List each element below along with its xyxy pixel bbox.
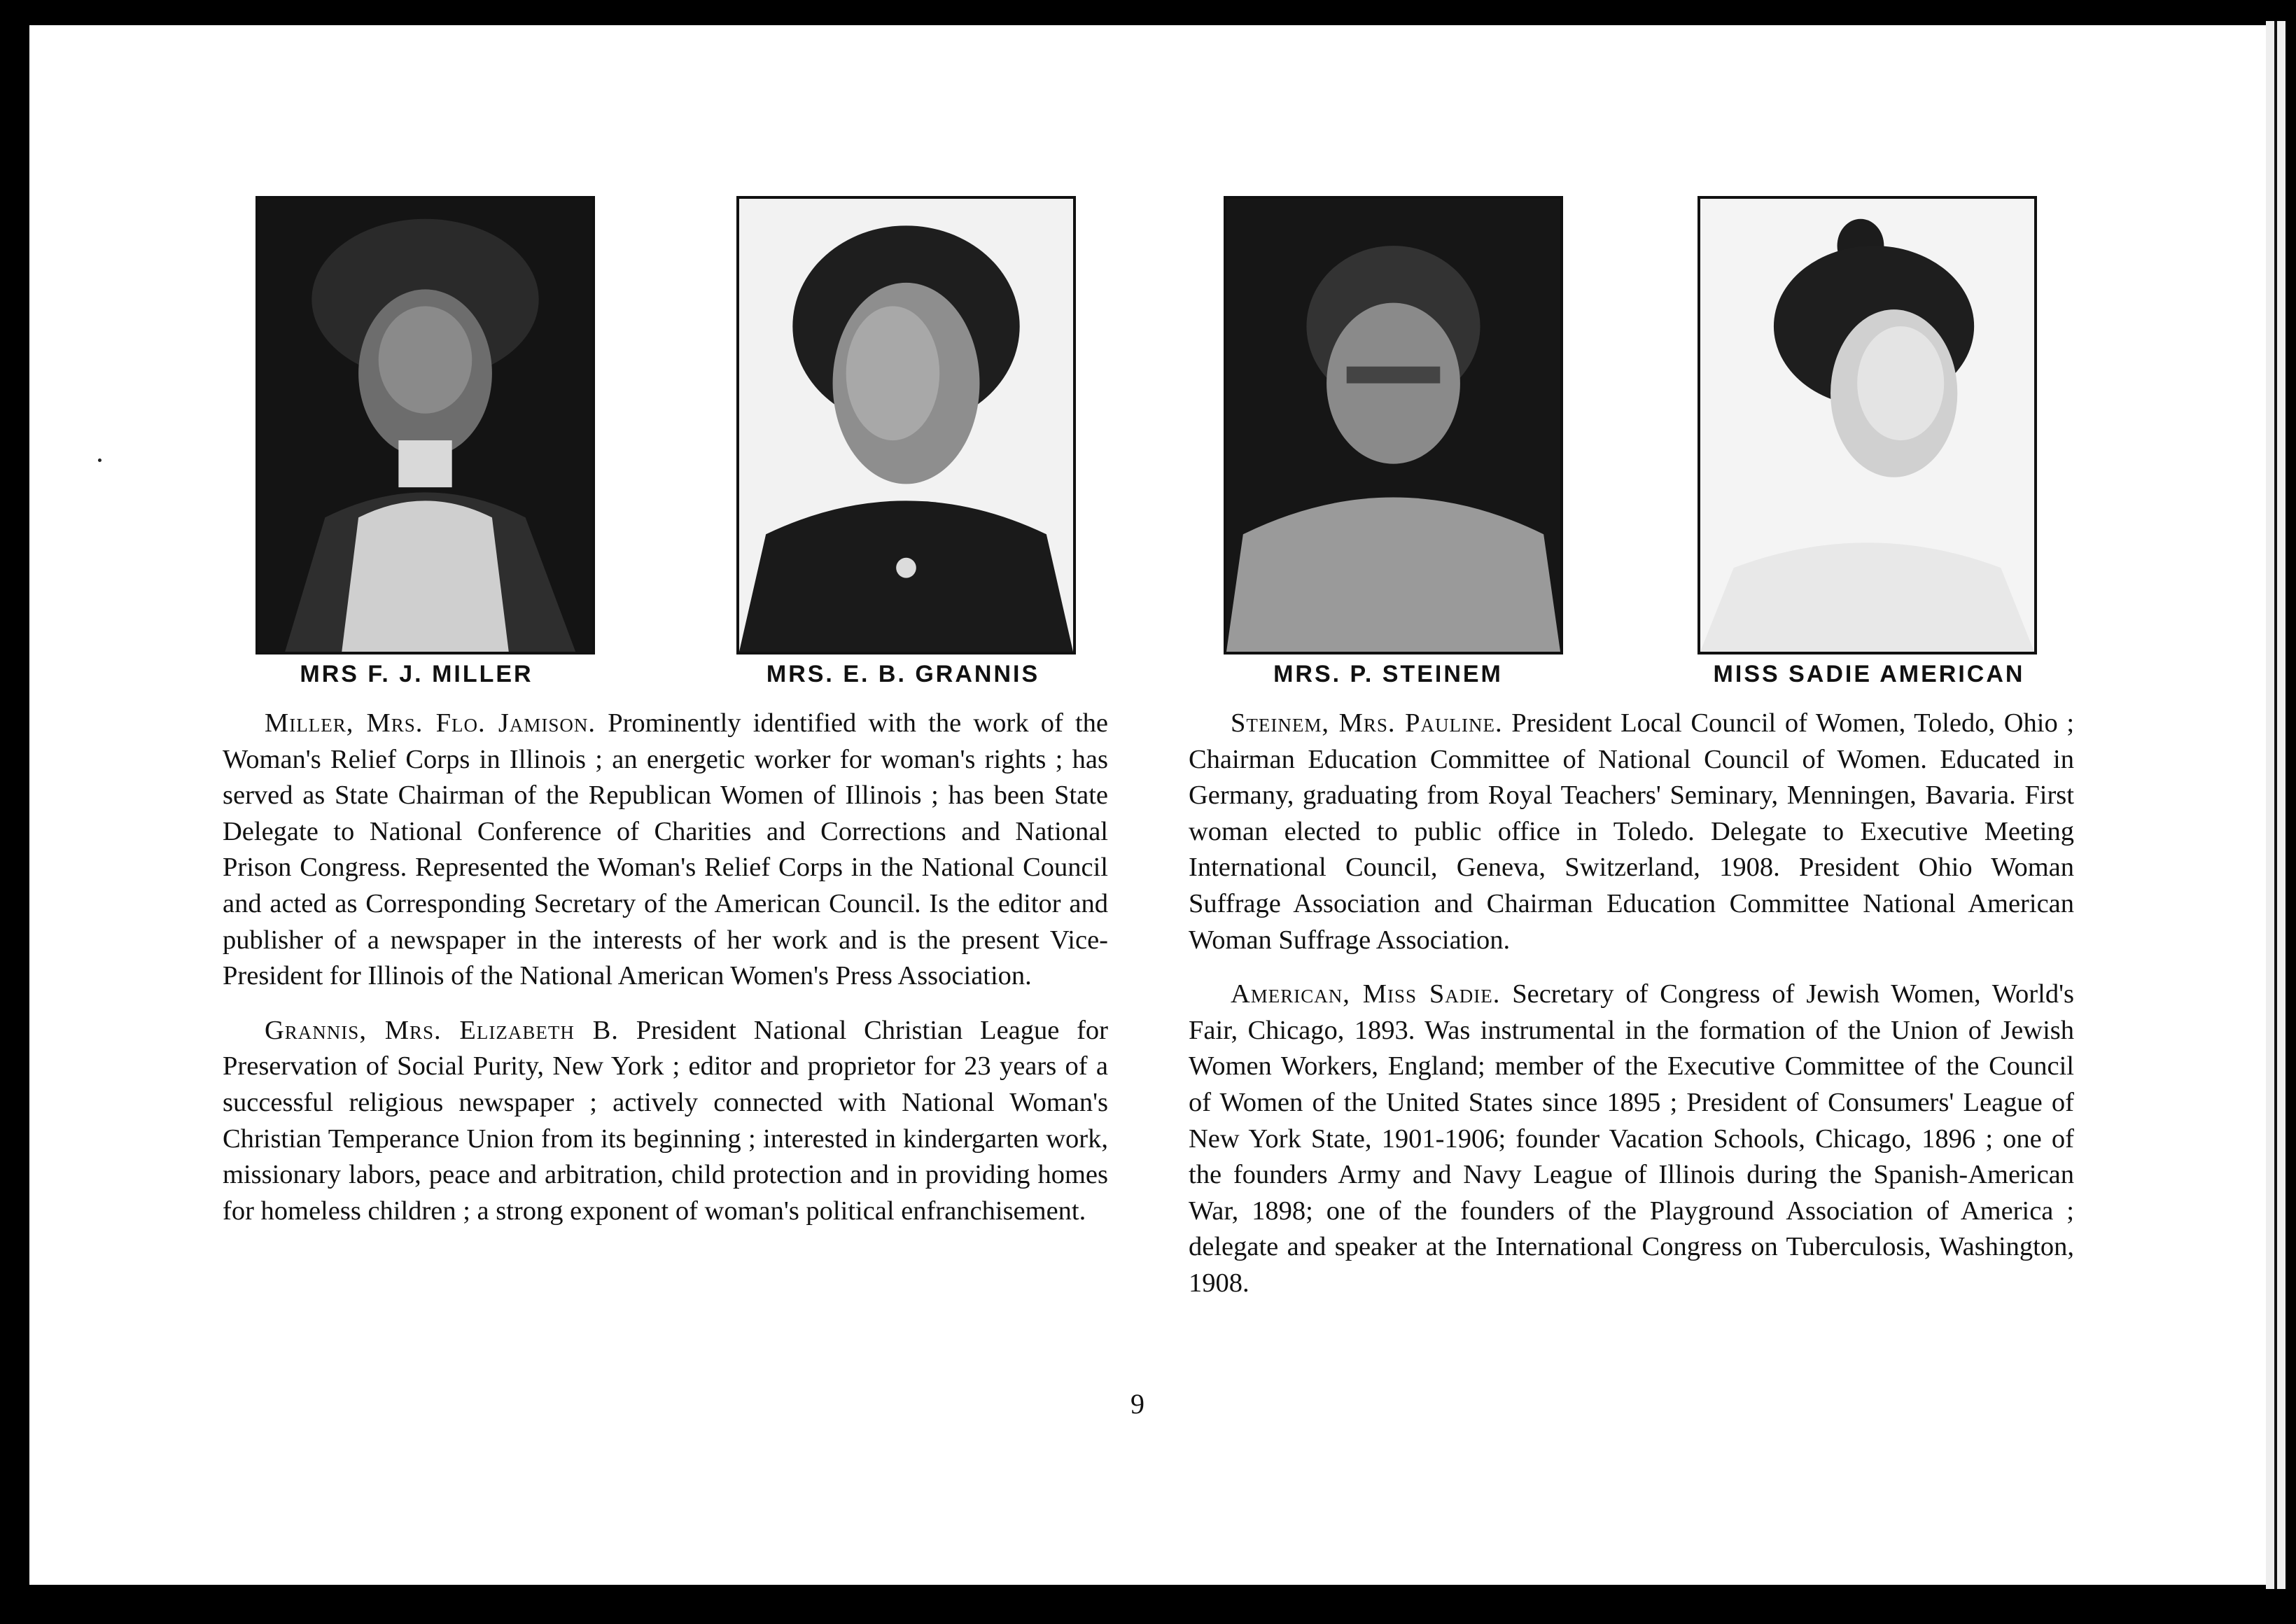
bio-steinem	[1189, 706, 2074, 958]
page-number: 9	[1130, 1388, 1144, 1420]
left-column	[223, 706, 1108, 1247]
portrait-american-image	[1700, 199, 2034, 652]
bio-miller-text: Prominently identified with the work of the Woman's Relief Corps in Illinois ; an energetic worker for woman's rights ; has served as State Chairman of the Republican Women of Illinois ; has been State Delegate to National Conference of Charities and Corrections and National Prison Congress. Represented the Woman's Relief Corps in the National Council and acted as Corresponding Secretary of the American Council. Is the editor and publisher of a newspaper in the interests of her work and is the present Vice-President for Illinois of the National American Women's Press Association.	[223, 708, 1108, 991]
portrait-steinem-image	[1226, 199, 1560, 652]
bio-american-name: American, Miss Sadie.	[1231, 979, 1501, 1009]
bio-miller-name: Miller, Mrs. Flo. Jamison.	[265, 708, 596, 738]
bio-grannis-text: President National Christian League for Preservation of Social Purity, New York ; editor and proprietor for 23 years of a successful religious newspaper ; actively connected with National Woman's Christian Temperance Union from its beginning ; interested in kindergarten work, missionary labors, peace and arbitration, child protection and in providing homes for homeless children ; a strong exponent of woman's political enfranchisement.	[223, 1015, 1108, 1226]
portrait-miller	[255, 196, 595, 654]
bio-steinem-name: Steinem, Mrs. Pauline.	[1231, 708, 1503, 738]
portrait-american	[1698, 196, 2037, 654]
portrait-miller-image	[258, 199, 592, 652]
right-column	[1189, 706, 2074, 1320]
caption-grannis: MRS. E. B. GRANNIS	[766, 661, 1040, 687]
portrait-grannis-image	[739, 199, 1073, 652]
page-edge	[2266, 21, 2286, 1589]
bio-steinem-text: President Local Council of Women, Toledo, Ohio ; Chairman Education Committee of National Council of Women. Educated in Germany, graduating from Royal Teachers' Seminary, Menningen, Bavaria. First woman elected to public office in Toledo. Delegate to Executive Meeting International Council, Geneva, Switzerland, 1908. President Ohio Woman Suffrage Association and Chairman Education Committee National American Woman Suffrage Association.	[1189, 708, 2075, 955]
bio-grannis	[223, 1013, 1108, 1230]
bio-american	[1189, 976, 2074, 1301]
bio-american-text: Secretary of Congress of Jewish Women, World's Fair, Chicago, 1893. Was instrumental in the formation of the Union of Jewish Women Workers, England; member of the Executive Committee of the Council of Women of the United States since 1895 ; President of Consumers' League of New York State, 1901-1906; founder Vacation Schools, Chicago, 1896 ; one of the founders Army and Navy League of Illinois during the Spanish-American War, 1898; one of the founders of the Playground Association of America ; delegate and speaker at the International Congress on Tuberculosis, Washington, 1908.	[1189, 979, 2074, 1298]
portrait-grannis	[736, 196, 1076, 654]
bio-miller	[223, 706, 1108, 995]
caption-american: MISS SADIE AMERICAN	[1713, 661, 2025, 687]
caption-steinem: MRS. P. STEINEM	[1273, 661, 1503, 687]
portrait-steinem	[1224, 196, 1563, 654]
bio-grannis-name: Grannis, Mrs. Elizabeth B.	[265, 1015, 619, 1045]
scan-speck	[98, 458, 102, 462]
caption-miller: MRS F. J. MILLER	[300, 661, 533, 687]
